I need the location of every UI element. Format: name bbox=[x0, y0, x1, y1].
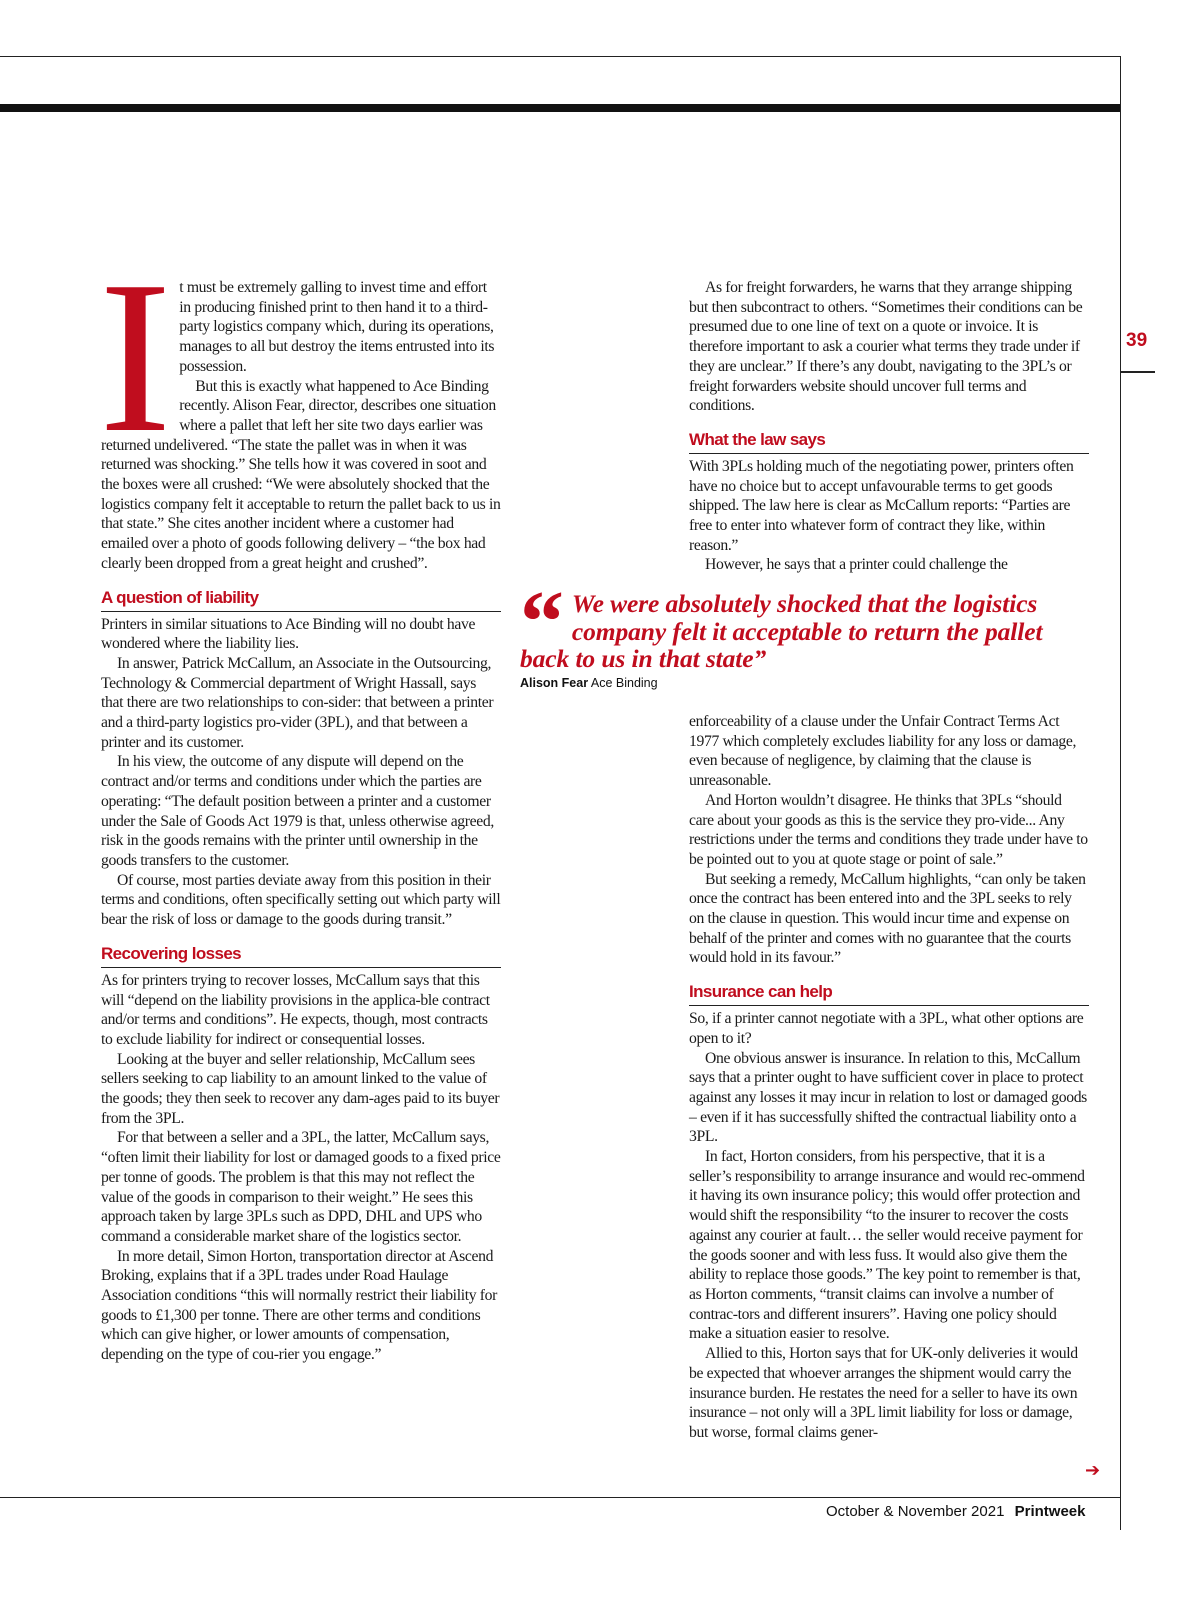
recovering-paragraph-2: Looking at the buyer and seller relationship, McCallum sees sellers seeking to cap liability to an amount linked to the value of the goods; they then seek to recover any dam-ages paid to its buyer from the 3PL. bbox=[101, 1050, 500, 1127]
column-left bbox=[99, 237, 501, 1365]
recovering-paragraph-3: For that between a seller and a 3PL, the latter, McCallum says, “often limit their liability for lost or damaged goods to a fixed price per tonne of goods. The problem is that this may not reflect the value of the goods in comparison to their weight.” He sees this approach taken by large 3PLs such as DPD, DHL and UPS who command a considerable market share of the logistics sector. bbox=[101, 1129, 501, 1245]
heading-recovering: Recovering losses bbox=[101, 944, 501, 968]
law-paragraph-4: And Horton wouldn’t disagree. He thinks that 3PLs “should care about your goods as this is the service they pro-vide... Any restrictions under the terms and conditions they trade under have to be pointed out to you at quote stage or point of sale.” bbox=[689, 791, 1088, 868]
column-right-upper bbox=[689, 278, 1089, 575]
right-rule bbox=[1120, 56, 1121, 1530]
law-paragraph-5: But seeking a remedy, McCallum highlights, “can only be taken once the contract has been entered into and the 3PL seeks to rely on the clause in question. This would incur time and expense on behalf of the printer and comes with no guarantee that the courts would hold in its favour.” bbox=[689, 870, 1086, 967]
recovering-paragraph-1: As for printers trying to recover losses, McCallum says that this will “depend on the liability provisions in the applica-ble contract and/or terms and conditions”. He expects, though, most contracts to exclude liability for indirect or consequential losses. bbox=[101, 971, 490, 1048]
forwarders-paragraph: As for freight forwarders, he warns that they arrange shipping but then subcontract to others. “Sometimes their conditions can be presumed due to one line of text on a quote or invoice. It is therefore important to ask a courier what terms they trade under if they are unclear.” If there’s any doubt, navigating to the 3PL’s or freight forwarders website should uncover full terms and conditions. bbox=[689, 279, 1083, 415]
heading-liability: A question of liability bbox=[101, 588, 501, 612]
pull-quote bbox=[520, 574, 1080, 673]
pull-quote-text: We were absolutely shocked that the logistics company felt it acceptable to return the pallet back to us in that state” bbox=[520, 589, 1043, 673]
insurance-paragraph-2: One obvious answer is insurance. In relation to this, McCallum says that a printer ought to have sufficient cover in place to protect against any losses it may incur in relation to lost or damaged goods – even if it has successfully shifted the contractual liability onto a 3PL. bbox=[689, 1049, 1087, 1146]
continue-arrow-icon: ➔ bbox=[1085, 1460, 1101, 1481]
attribution-company: Ace Binding bbox=[590, 676, 658, 690]
recovering-paragraph-4: In more detail, Simon Horton, transportation director at Ascend Broking, explains that if a 3PL trades under Road Haulage Association conditions “this will normally restrict their liability for goods to £1,300 per tonne. There are other terms and conditions which can give higher, or lower amounts of compensation, depending on the type of cou-rier you engage.” bbox=[101, 1247, 498, 1364]
page-number-rule bbox=[1121, 371, 1155, 373]
liability-paragraph-1: Printers in similar situations to Ace Binding will no doubt have wondered where the liability lies. bbox=[101, 615, 476, 653]
insurance-paragraph-4: Allied to this, Horton says that for UK-only deliveries it would be expected that whoever arranges the shipment would carry the insurance burden. He restates the need for a seller to have its own insurance – not only will a 3PL limit liability for loss or damage, but worse, formal claims gener- bbox=[689, 1345, 1078, 1441]
header-bar bbox=[0, 104, 1121, 112]
intro-paragraph-1: t must be extremely galling to invest time and effort in producing finished print to then hand it to a third-party logistics company which, during its operations, manages to all but destroy the items entrusted into its possession. bbox=[179, 279, 495, 375]
top-rule bbox=[0, 56, 1121, 57]
page-number: 39 bbox=[1126, 330, 1148, 351]
liability-paragraph-2: In answer, Patrick McCallum, an Associate in the Outsourcing, Technology & Commercial department of Wright Hassall, says that there are two relationships to con-sider: that between a printer and a third-party logistics pro-vider (3PL), and that between a printer and its customer. bbox=[101, 654, 494, 751]
footer-publication: Printweek bbox=[1014, 1503, 1086, 1520]
drop-cap: I bbox=[99, 237, 172, 478]
bottom-rule bbox=[0, 1497, 1121, 1498]
heading-law: What the law says bbox=[689, 430, 1089, 454]
intro-paragraph-2: But this is exactly what happened to Ace Binding recently. Alison Fear, director, describes one situation where a pallet that left her site two days earlier was returned undelivered. “The state the pallet was in when it was returned was shocking.” She tells how it was covered in soot and the boxes were all crushed: “We were absolutely shocked that the logistics company felt it acceptable to return the pallet back to us in that state.” She cites another incident where a customer had emailed over a photo of goods following delivery – “the box had clearly been dropped from a great height and crushed”. bbox=[101, 377, 501, 572]
law-paragraph-2: However, he says that a printer could challenge the bbox=[705, 556, 1008, 574]
liability-paragraph-3: In his view, the outcome of any dispute will depend on the contract and/or terms and conditions under which the parties are operating: “The default position between a printer and a customer under the Sale of Goods Act 1979 is that, unless otherwise agreed, risk in the goods remains with the printer until ownership in the goods transfers to the customer. bbox=[101, 753, 494, 869]
pull-quote-attribution bbox=[520, 676, 658, 690]
insurance-paragraph-1: So, if a printer cannot negotiate with a 3PL, what other options are open to it? bbox=[689, 1010, 1084, 1047]
insurance-paragraph-3: In fact, Horton considers, from his perspective, that it is a seller’s responsibility to arrange insurance and would rec-ommend it having its own insurance policy; this would offer protection and would shift the responsibility “to the insurer to recover the costs against any courier at fault… the seller would receive payment for the goods sooner and with less fuss. It would also give them the ability to replace those goods.” The key point to remember is that, as Horton comments, “transit claims can involve a number of contrac-tors and different insurers”. Having one policy should make a situation easier to resolve. bbox=[689, 1148, 1085, 1343]
footer-date: October & November 2021 bbox=[826, 1503, 1005, 1520]
attribution-name: Alison Fear bbox=[520, 676, 589, 690]
heading-insurance: Insurance can help bbox=[689, 982, 1089, 1006]
liability-paragraph-4: Of course, most parties deviate away from this position in their terms and conditions, often specifically setting out which party will bear the risk of loss or damage to the goods during transit.” bbox=[101, 871, 501, 929]
law-paragraph-3: enforceability of a clause under the Unfair Contract Terms Act 1977 which completely excludes liability for any loss or damage, even because of negligence, by claiming that the clause is unreasonable. bbox=[689, 713, 1077, 790]
quote-mark-icon: “ bbox=[520, 574, 564, 671]
column-right-lower bbox=[689, 712, 1089, 1443]
law-paragraph-1: With 3PLs holding much of the negotiating power, printers often have no choice but to accept unfavourable terms to get goods shipped. The law here is clear as McCallum reports: “Parties are free to enter into whatever form of contract they like, within reason.” bbox=[689, 457, 1074, 554]
footer bbox=[826, 1503, 1085, 1520]
